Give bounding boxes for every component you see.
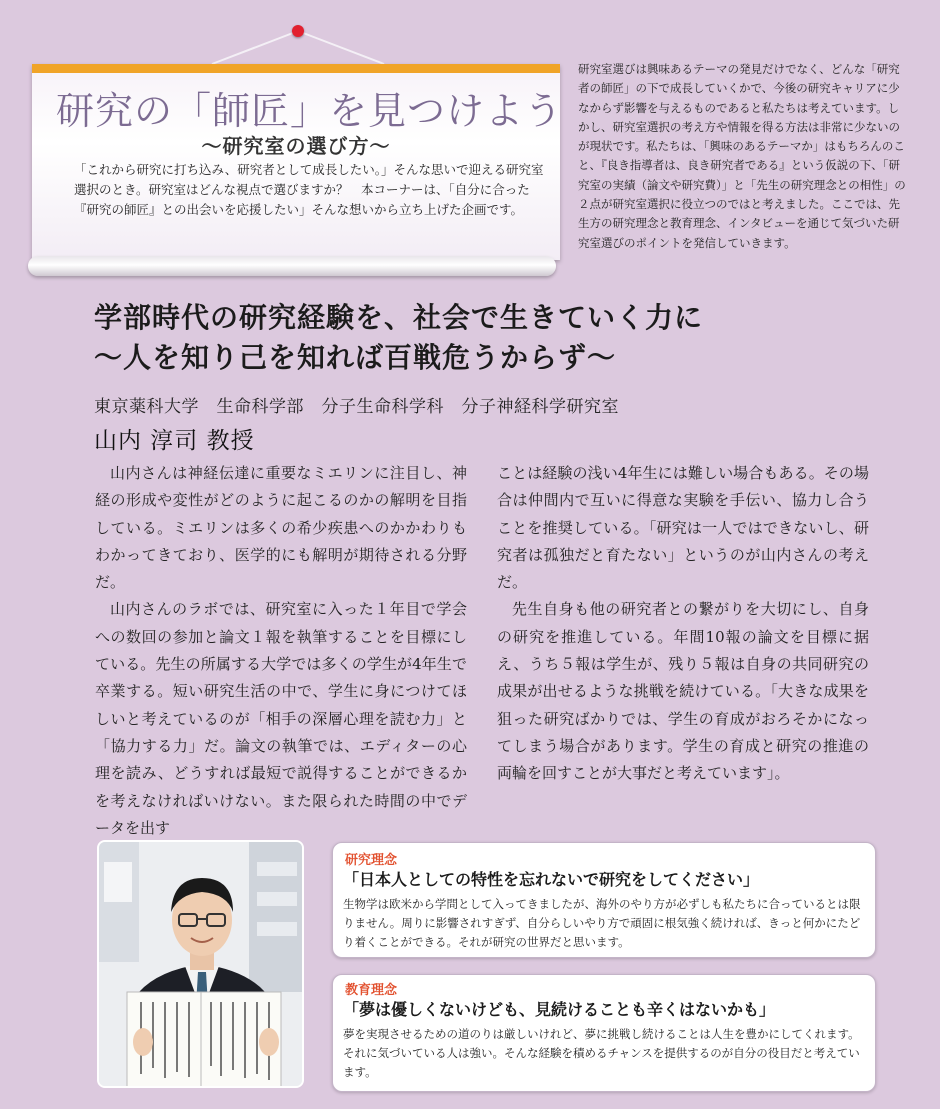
- research-philosophy-quote: 「日本人としての特性を忘れないで研究をしてください」: [343, 870, 760, 889]
- intro-text: 研究室選びは興味あるテーマの発見だけでなく、どんな「研究者の師匠」の下で成長していくかで、今後の研究キャリアに少なからず影響を与えるものであると私たちは考えています。しかし、研究室選択の考え方や情報を得る方法は非常に少ないのが現状です。私たちは、「興味のあるテーマか」はもちろんのこと、『良き指導者は、良き研究者である』という仮説の下、「研究室の実績（論文や研究費）」と「先生の研究理念との相性」の２点が研究室選択に役立つのではと考えました。ここでは、先生方の研究理念と教育理念、インタビューを通じて気づいた研究室選びのポイントを発信していきます。: [578, 62, 906, 250]
- research-philosophy-label: 研究理念: [345, 853, 398, 868]
- headline-main: 学部時代の研究経験を、社会で生きていく力に: [94, 301, 704, 334]
- series-banner: [32, 64, 564, 260]
- paragraph: 山内さんのラボでは、研究室に入った１年目で学会への数回の参加と論文１報を執筆することを目標にしている。先生の所属する大学では多くの学生が4年生で卒業する。短い研究生活の中で、学生に身につけてほしいと考えているのが「相手の深層心理を読む力」と「協力する力」だ。論文の執筆では、エディターの心理を読み、どうすれば最短で説得することができるかを考えなければいけない。また限られた時間の中でデータを出す: [95, 600, 467, 837]
- article-column-left: [95, 460, 467, 842]
- paragraph: 山内さんは神経伝達に重要なミエリンに注目し、神経の形成や変性がどのように起こるのかの解明を目指している。ミエリンは多くの希少疾患へのかかわりもわかってきており、医学的にも解明が期待される分野だ。: [95, 464, 467, 592]
- professor-photo: [97, 840, 304, 1088]
- paragraph: 先生自身も他の研究者との繋がりを大切にし、自身の研究を推進している。年間10報の論文を目標に据え、うち５報は学生が、残り５報は自身の共同研究の成果が出せるような挑戦を続けている。「大きな成果を狙った研究ばかりでは、学生の育成がおろそかになってしまう場合があります。学生の育成と研究の推進の両輪を回すことが大事だと考えています」。: [497, 600, 869, 783]
- series-subtitle: 〜研究室の選び方〜: [201, 134, 391, 158]
- affiliation: 東京薬科大学 生命科学部 分子生命科学科 分子神経科学研究室: [94, 397, 619, 417]
- research-philosophy-text: 生物学は欧米から学問として入ってきましたが、海外のやり方が必ずしも私たちに合っているとは限りません。周りに影響されすぎず、自分らしいやり方で頑固に根気強く続ければ、きっと何かにたどり着くことができる。それが研究の世界だと思います。: [343, 897, 861, 949]
- paragraph: ことは経験の浅い4年生には難しい場合もある。その場合は仲間内で互いに得意な実験を手伝い、協力し合うことを推奨している。「研究は一人ではできないし、研究者は孤独だと育たない」というのが山内さんの考えだ。: [497, 464, 869, 592]
- education-philosophy-quote: 「夢は優しくないけども、見続けることも辛くはないかも」: [343, 1000, 776, 1019]
- series-title: 研究の「師匠」を見つけよう: [56, 89, 564, 133]
- research-philosophy-box: [332, 842, 876, 958]
- series-description: 「これから研究に打ち込み、研究者として成長したい。」そんな思いで迎える研究室選択のとき。研究室はどんな視点で選びますか？ 本コーナーは、「自分に合った『研究の師匠』との出会いを応援したい」そんな想いから立ち上げた企画です。: [74, 162, 544, 217]
- education-philosophy-text: 夢を実現させるための道のりは厳しいけれど、夢に挑戦し続けることは人生を豊かにしてくれます。それに気づいている人は強い。そんな経験を積めるチャンスを提供するのが自分の役目だと考えています。: [343, 1027, 860, 1079]
- article-headline: [94, 298, 914, 378]
- education-philosophy-box: [332, 974, 876, 1092]
- article-column-right: [497, 460, 869, 788]
- professor-name: 山内 淳司 教授: [94, 428, 255, 454]
- headline-sub: 〜人を知り己を知れば百戦危うからず〜: [94, 341, 617, 374]
- professor-illustration: [99, 842, 304, 1088]
- education-philosophy-label: 教育理念: [345, 983, 398, 998]
- banner-accent-bar: [32, 64, 560, 73]
- scroll-roll: [28, 256, 556, 276]
- pin-icon: [292, 25, 304, 37]
